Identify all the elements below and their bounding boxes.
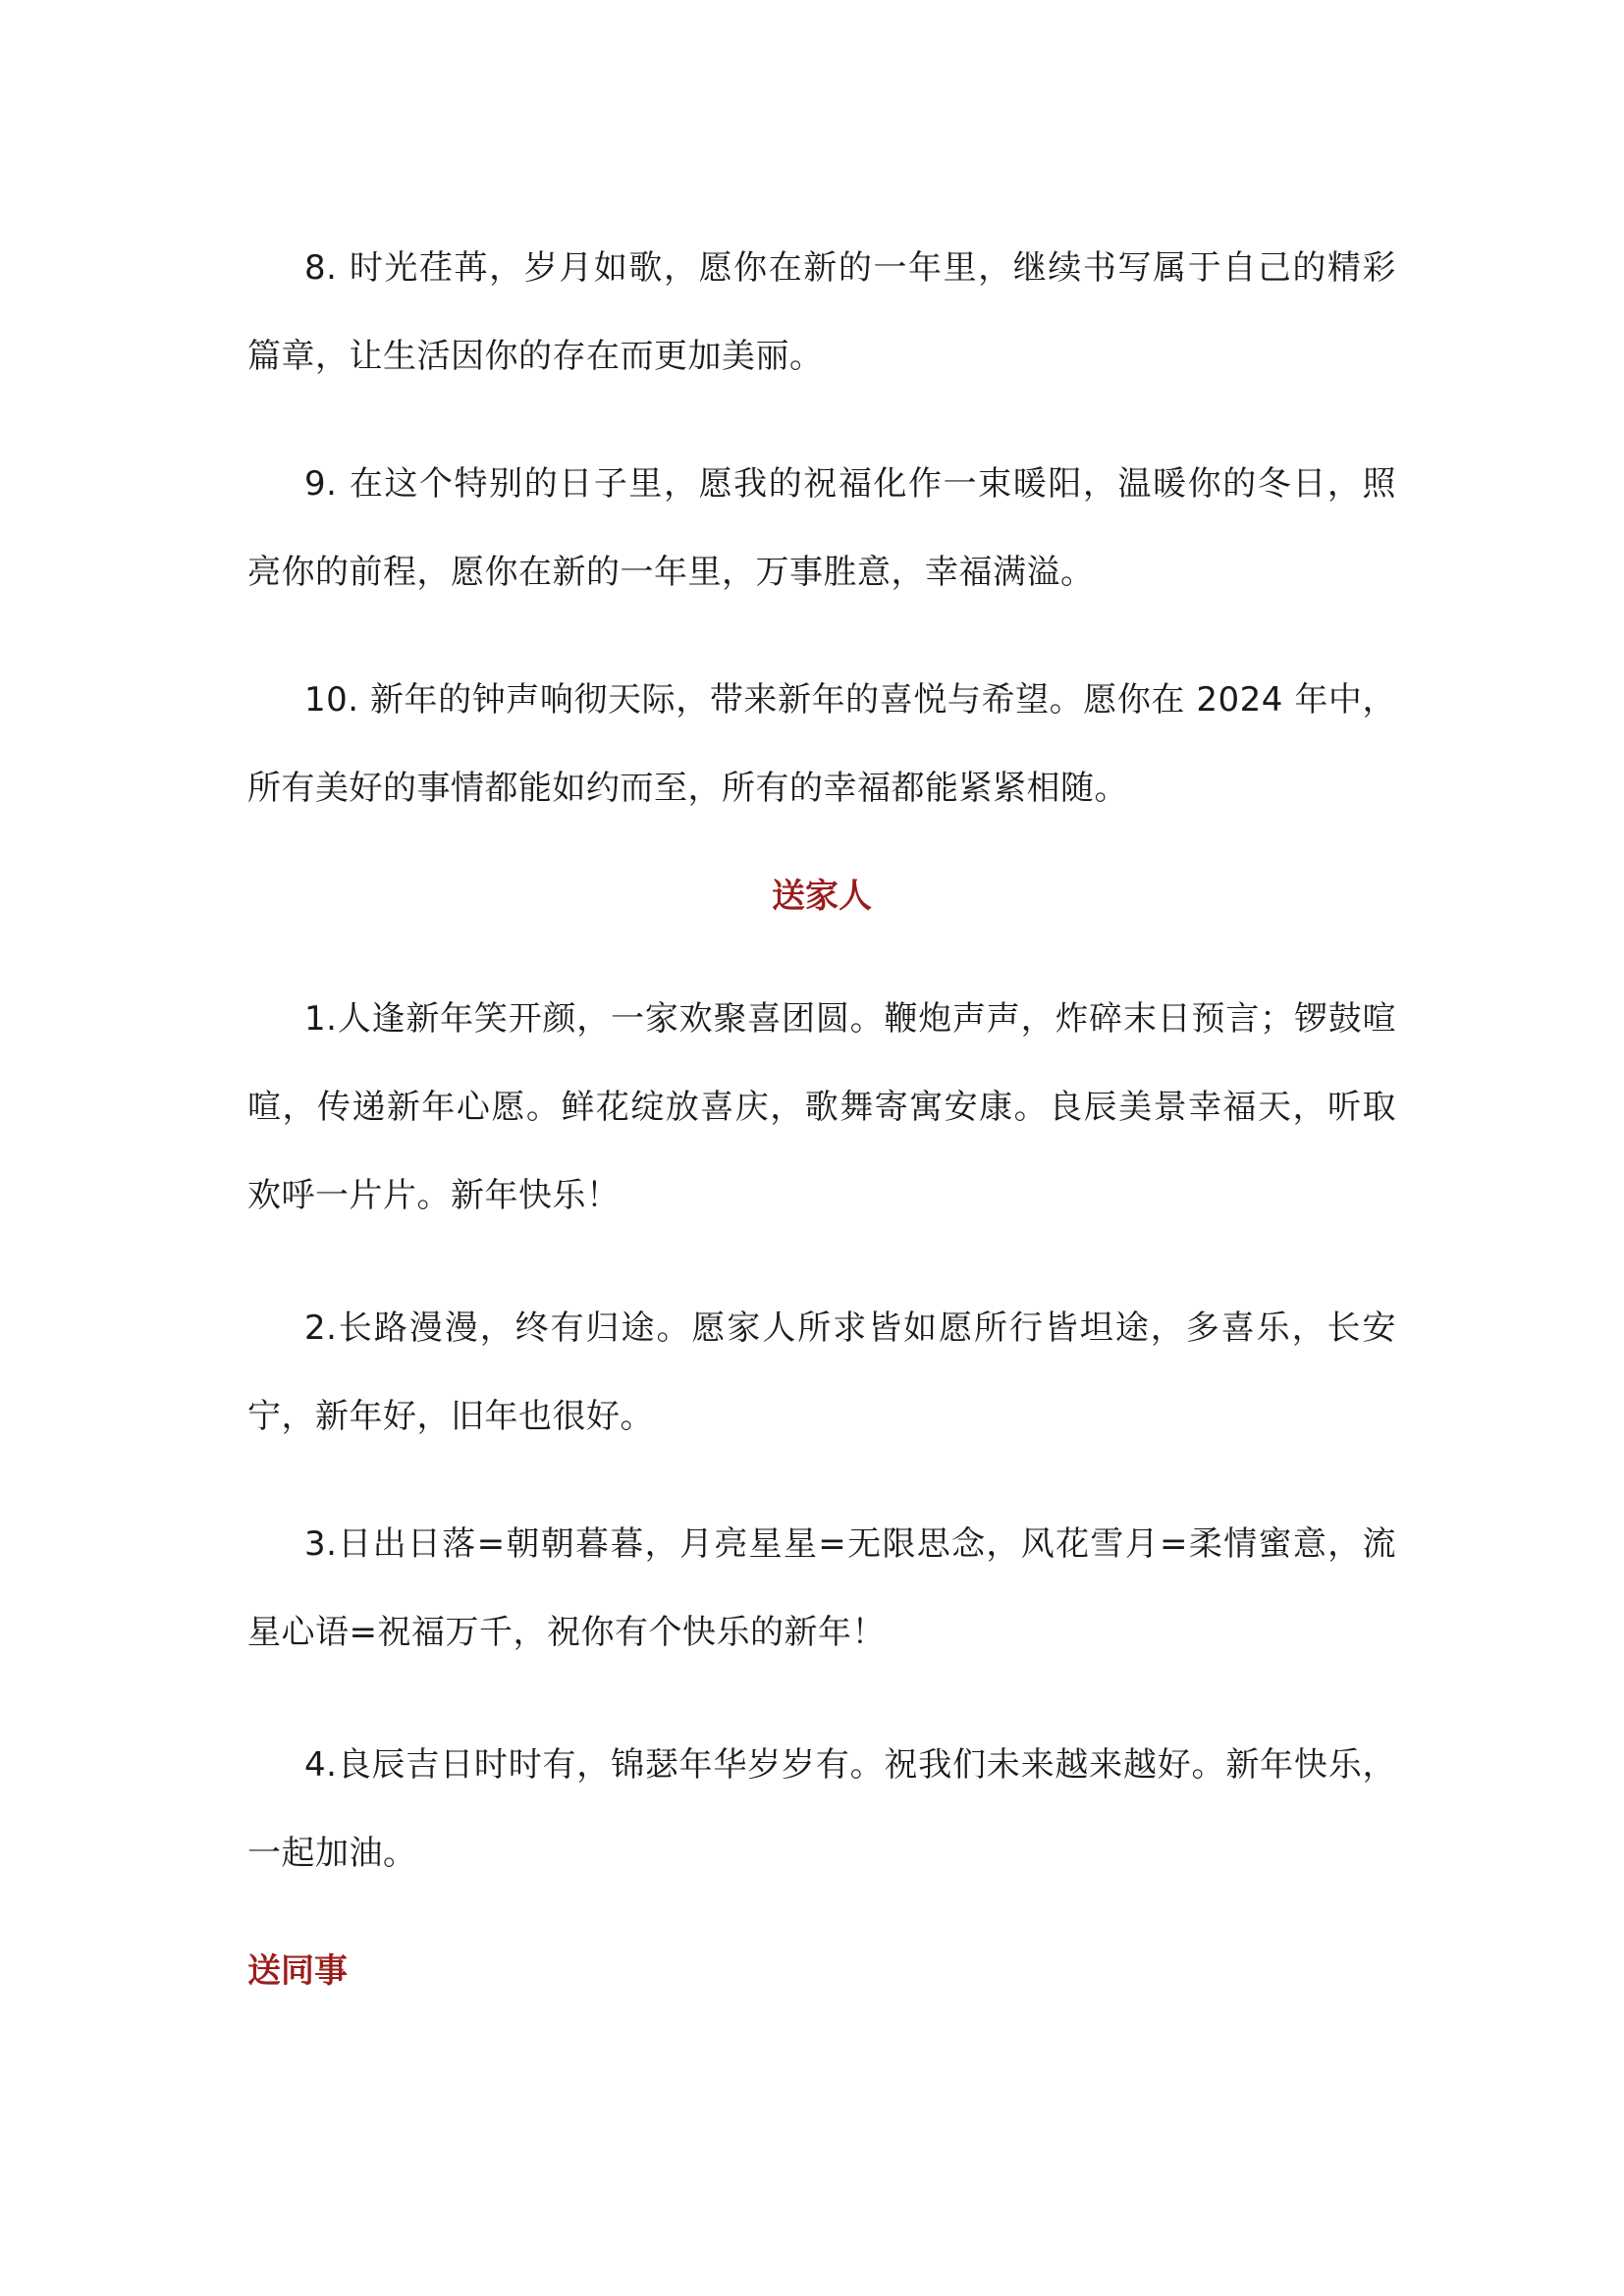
family-wish-1: 1.人逢新年笑开颜，一家欢聚喜团圆。鞭炮声声，炸碎末日预言；锣鼓喧喧，传递新年心愿。鲜花绽放喜庆，歌舞寄寓安康。良辰美景幸福天，听取欢呼一片片。新年快乐！ [247, 999, 1396, 1215]
section-heading-colleague: 送同事 [247, 1951, 348, 1991]
family-wish-2: 2.长路漫漫，终有归途。愿家人所求皆如愿所行皆坦途，多喜乐，长安宁，新年好，旧年也很好。 [247, 1308, 1396, 1436]
wish-paragraph-8: 8. 时光荏苒，岁月如歌，愿你在新的一年里，继续书写属于自己的精彩篇章，让生活因你的存在而更加美丽。 [247, 248, 1396, 376]
wish-paragraph-9: 9. 在这个特别的日子里，愿我的祝福化作一束暖阳，温暖你的冬日，照亮你的前程，愿你在新的一年里，万事胜意，幸福满溢。 [247, 464, 1396, 592]
family-wish-4: 4.良辰吉日时时有，锦瑟年华岁岁有。祝我们未来越来越好。新年快乐，一起加油。 [247, 1745, 1396, 1873]
family-wish-3: 3.日出日落=朝朝暮暮，月亮星星=无限思念，风花雪月=柔情蜜意，流星心语=祝福万千，祝你有个快乐的新年！ [247, 1524, 1396, 1652]
wish-paragraph-10: 10. 新年的钟声响彻天际，带来新年的喜悦与希望。愿你在 2024 年中，所有美好的事情都能如约而至，所有的幸福都能紧紧相随。 [247, 680, 1396, 808]
section-heading-family: 送家人 [772, 877, 872, 916]
